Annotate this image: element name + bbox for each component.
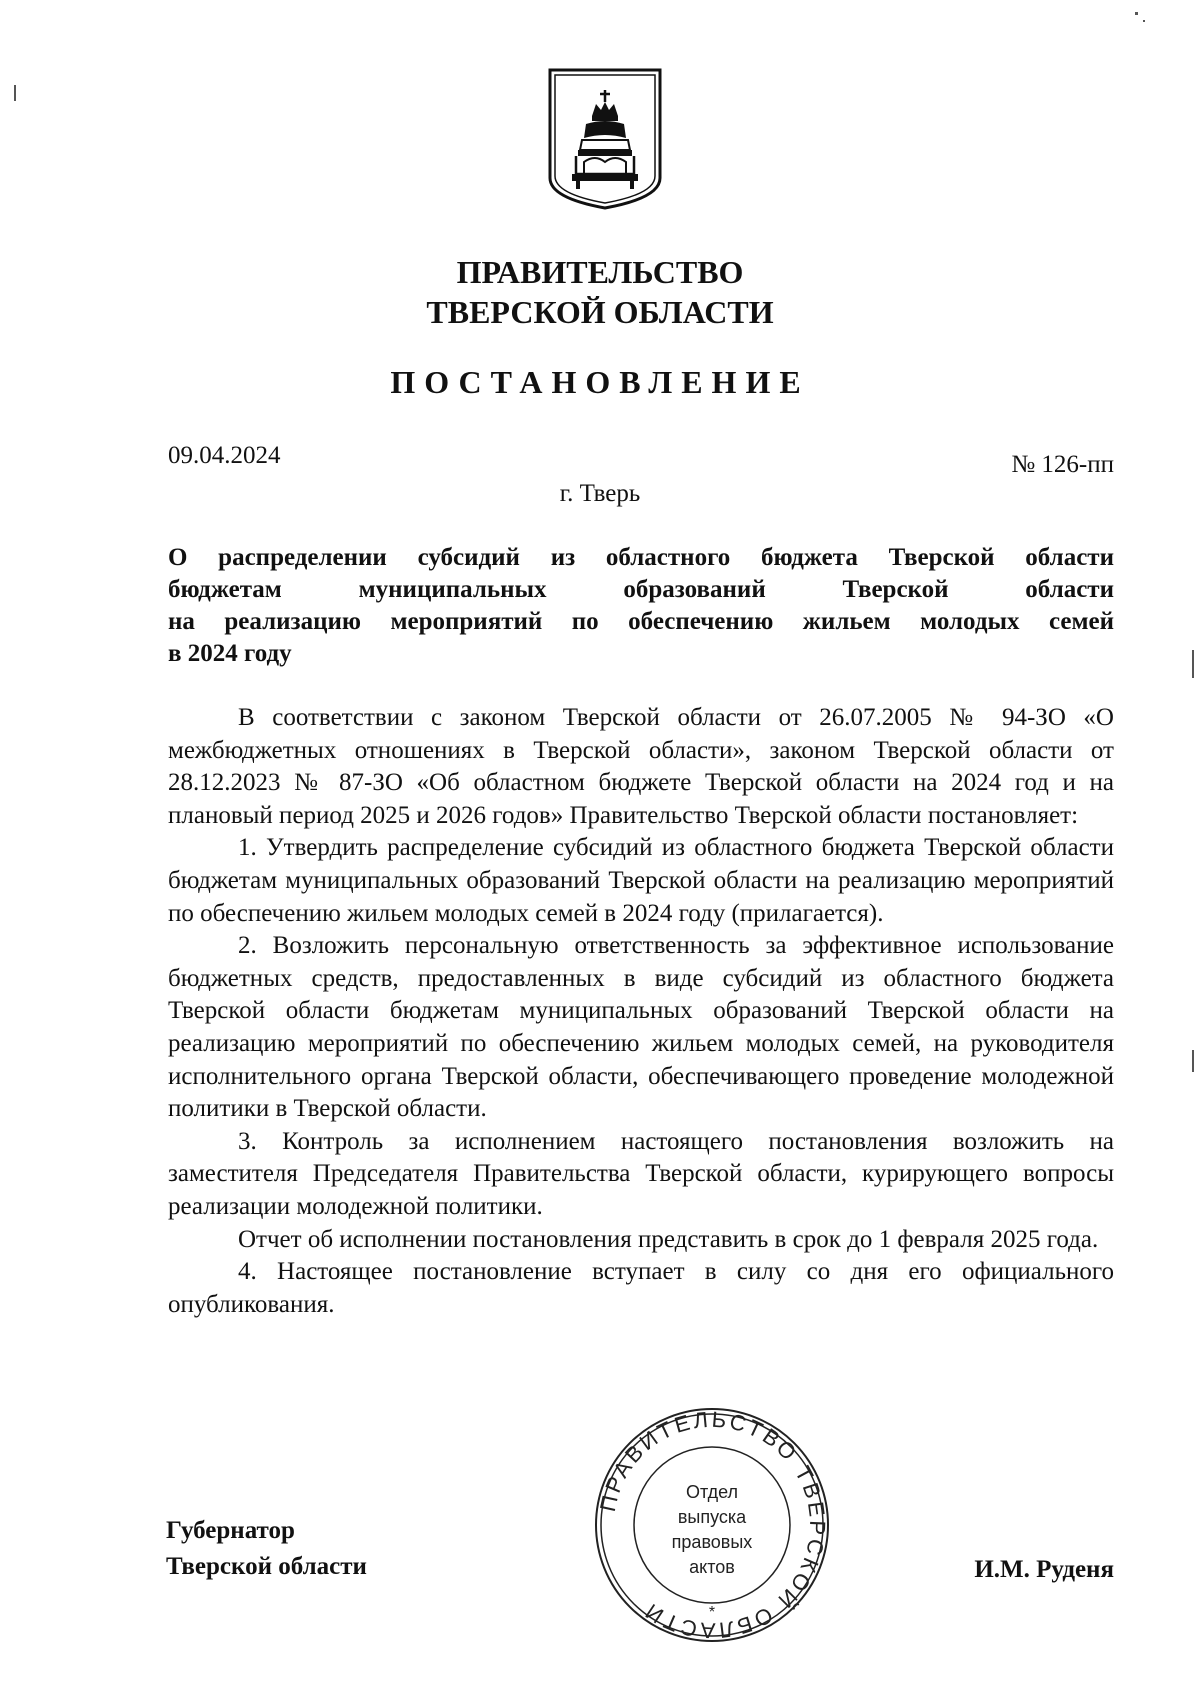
item-3-report-paragraph: Отчет об исполнении постановления представить в срок до 1 февраля 2025 года. xyxy=(238,1225,1099,1253)
scan-speck xyxy=(14,85,16,101)
org-name-line-1: ПРАВИТЕЛЬСТВО xyxy=(456,254,744,290)
org-name-line-2: ТВЕРСКОЙ ОБЛАСТИ xyxy=(426,294,774,330)
stamp-ring-text: ПРАВИТЕЛЬСТВО ТВЕРСКОЙ ОБЛАСТИ xyxy=(594,1406,831,1644)
signatory-position-line-1: Губернатор xyxy=(166,1517,295,1544)
item-3-paragraph: 3. Контроль за исполнением настоящего постановления возложить на заместителя Председателя Правительства Тверской области, курирующего вопросы реализации молодежной политики. xyxy=(168,1127,1114,1220)
scan-speck xyxy=(1192,650,1194,678)
preamble-paragraph: В соответствии с законом Тверской области от 26.07.2005 № 94-ЗО «О межбюджетных отношениях в Тверской области», законом Тверской области от 28.12.2023 № 87-ЗО «Об областном бюджете Тверской области на 2024 год и на плановый период 2025 и 2026 годов» Правительство Тверской области постановляет: xyxy=(168,704,1114,829)
document-date: 09.04.2024 xyxy=(168,442,281,469)
title-line: бюджетам муниципальных образований Тверской области xyxy=(168,576,1114,603)
scan-speck xyxy=(1143,20,1145,22)
stamp-center-line: выпуска xyxy=(677,1507,747,1527)
document-city: г. Тверь xyxy=(559,480,641,507)
signatory-name: И.М. Руденя xyxy=(974,1556,1114,1583)
item-2-paragraph: 2. Возложить персональную ответственность за эффективное использование бюджетных средств, предоставленных в виде субсидий из областного бюджета Тверской области бюджетам муниципальных образований Тверской области на реализацию мероприятий по обеспечению жильем молодых семей, на руководителя исполнительного органа Тверской области, обеспечивающего проведение молодежной политики в Тверской области. xyxy=(168,932,1114,1123)
stamp-center-line: правовых xyxy=(671,1532,753,1552)
stamp-center-line: Отдел xyxy=(685,1482,739,1502)
signatory-position-line-2: Тверской области xyxy=(166,1553,367,1580)
document-number: № 126-пп xyxy=(1011,451,1114,478)
document-type-heading: ПОСТАНОВЛЕНИЕ xyxy=(390,364,810,400)
scan-speck xyxy=(1135,12,1138,15)
stamp-star: * xyxy=(708,1604,716,1621)
title-line: в 2024 году xyxy=(168,640,292,667)
coat-of-arms-emblem xyxy=(546,66,664,212)
document-title xyxy=(168,542,1114,670)
title-line: на реализацию мероприятий по обеспечению жильем молодых семей xyxy=(168,608,1114,635)
document-body xyxy=(168,702,1114,1321)
title-line: О распределении субсидий из областного бюджета Тверской области xyxy=(168,544,1114,571)
item-1-paragraph: 1. Утвердить распределение субсидий из областного бюджета Тверской области бюджетам муниципальных образований Тверской области на реализацию мероприятий по обеспечению жильем молодых семей в 2024 году (прилагается). xyxy=(168,834,1114,927)
stamp-center-line: актов xyxy=(689,1557,735,1577)
item-4-paragraph: 4. Настоящее постановление вступает в силу со дня его официального опубликования. xyxy=(168,1258,1114,1318)
official-stamp xyxy=(592,1405,832,1645)
scan-speck xyxy=(1192,1050,1194,1072)
signatory-position xyxy=(166,1513,367,1585)
